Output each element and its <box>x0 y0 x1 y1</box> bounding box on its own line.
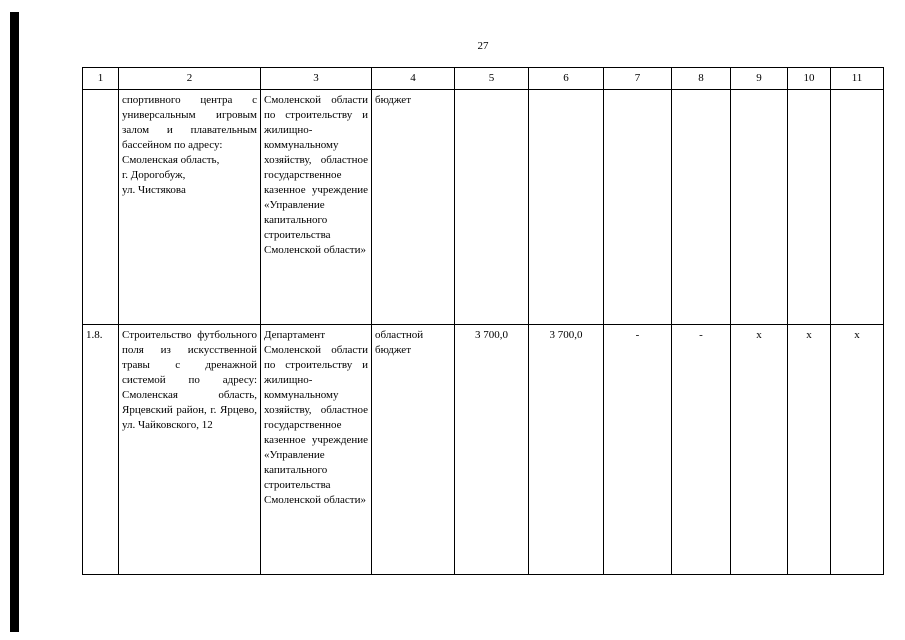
table-row <box>83 90 884 325</box>
column-header: 7 <box>604 68 672 90</box>
funding-source-cell: областной бюджет <box>372 325 455 575</box>
scan-edge-bar <box>10 12 19 632</box>
executor-cell: Департамент Смоленской области по строительству и жилищно-коммунальному хозяйству, областное государственное казенное учреждение «Управление капитального строительства Смоленской области» <box>261 325 372 575</box>
value-cell <box>455 90 529 325</box>
value-cell <box>604 90 672 325</box>
value-cell: х <box>831 325 884 575</box>
value-cell: х <box>731 325 788 575</box>
budget-table <box>82 67 884 575</box>
column-header: 8 <box>672 68 731 90</box>
value-cell: х <box>788 325 831 575</box>
value-cell: - <box>604 325 672 575</box>
value-cell <box>731 90 788 325</box>
column-header: 1 <box>83 68 119 90</box>
executor-cell: Смоленской области по строительству и жилищно-коммунальному хозяйству, областное государственное казенное учреждение «Управление капитального строительства Смоленской области» <box>261 90 372 325</box>
table-header-row <box>83 68 884 90</box>
value-cell <box>788 90 831 325</box>
object-name-cell <box>119 90 261 325</box>
value-cell <box>672 90 731 325</box>
funding-source-cell: бюджет <box>372 90 455 325</box>
column-header: 2 <box>119 68 261 90</box>
column-header: 3 <box>261 68 372 90</box>
column-header: 10 <box>788 68 831 90</box>
value-cell <box>831 90 884 325</box>
object-name-cell: Строительство футбольного поля из искусственной травы с дренажной системой по адресу: Смоленская область, Ярцевский район, г. Ярцево, ул. Чайковского, 12 <box>119 325 261 575</box>
value-cell: 3 700,0 <box>529 325 604 575</box>
column-header: 9 <box>731 68 788 90</box>
row-number-cell <box>83 90 119 325</box>
column-header: 4 <box>372 68 455 90</box>
column-header: 5 <box>455 68 529 90</box>
object-name-text: спортивного центра с универсальным игровым залом и плавательным бассейном по адресу: Смоленская область, г. Дорогобуж, ул. Чистякова <box>122 94 257 196</box>
table-row <box>83 325 884 575</box>
column-header: 11 <box>831 68 884 90</box>
value-cell: - <box>672 325 731 575</box>
column-header: 6 <box>529 68 604 90</box>
value-cell <box>529 90 604 325</box>
row-number-cell: 1.8. <box>83 325 119 575</box>
page-number: 27 <box>477 40 489 52</box>
value-cell: 3 700,0 <box>455 325 529 575</box>
